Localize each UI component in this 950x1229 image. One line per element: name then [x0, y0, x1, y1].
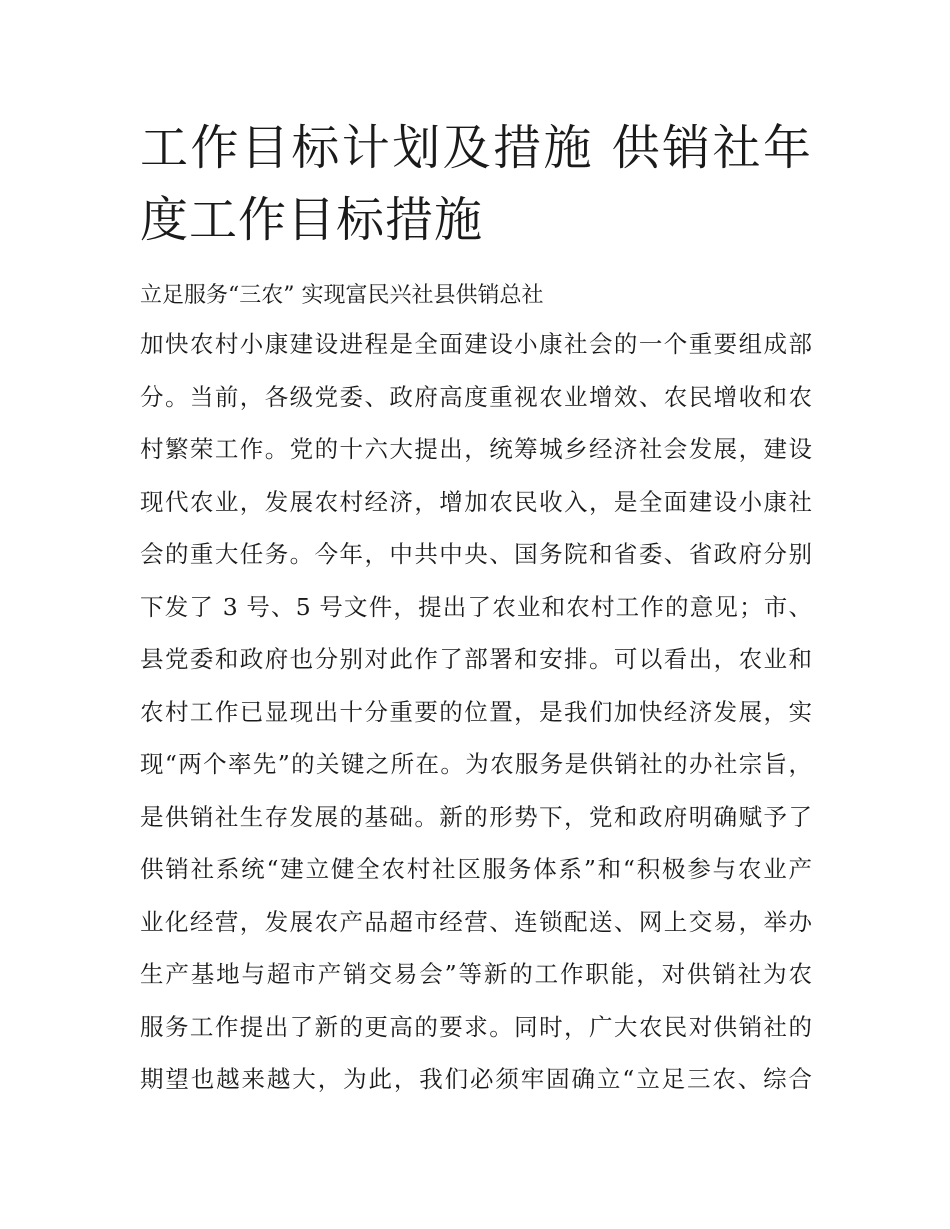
body-paragraph [140, 318, 812, 1106]
body-line: 现代农业，发展农村经济，增加农民收入，是全面建设小康社 [140, 487, 812, 516]
document-title [140, 112, 812, 256]
body-line: 会的重大任务。今年，中共中央、国务院和省委、省政府分别 [140, 540, 812, 568]
document-subtitle: 立足服务“三农” 实现富民兴社县供销总社 [140, 283, 544, 308]
body-line: 县党委和政府也分别对此作了部署和安排。可以看出，农业和 [140, 645, 812, 673]
document-page [140, 112, 812, 1106]
body-line: 生产基地与超市产销交易会”等新的工作职能，对供销社为农 [140, 960, 812, 988]
body-line: 加快农村小康建设进程是全面建设小康社会的一个重要组成部 [140, 330, 812, 358]
body-line: 分。当前，各级党委、政府高度重视农业增效、农民增收和农 [140, 382, 812, 411]
body-line: 现“两个率先”的关键之所在。为农服务是供销社的办社宗旨， [140, 750, 812, 778]
body-line: 期望也越来越大，为此，我们必须牢固确立“立足三农、综合 [140, 1065, 812, 1093]
body-line: 下发了 3 号、5 号文件，提出了农业和农村工作的意见；市、 [140, 592, 812, 621]
body-line: 供销社系统“建立健全农村社区服务体系”和“积极参与农业产 [140, 855, 812, 883]
title-line: 度工作目标措施 [140, 192, 484, 248]
body-line: 村繁荣工作。党的十六大提出，统筹城乡经济社会发展，建设 [140, 435, 812, 463]
body-line: 农村工作已显现出十分重要的位置，是我们加快经济发展，实 [140, 697, 812, 726]
title-line: 工作目标计划及措施 供销社年 [140, 120, 812, 176]
body-line: 是供销社生存发展的基础。新的形势下，党和政府明确赋予了 [140, 802, 812, 831]
body-line: 业化经营，发展农产品超市经营、连锁配送、网上交易，举办 [140, 907, 812, 936]
body-line: 服务工作提出了新的更高的要求。同时，广大农民对供销社的 [140, 1012, 812, 1041]
